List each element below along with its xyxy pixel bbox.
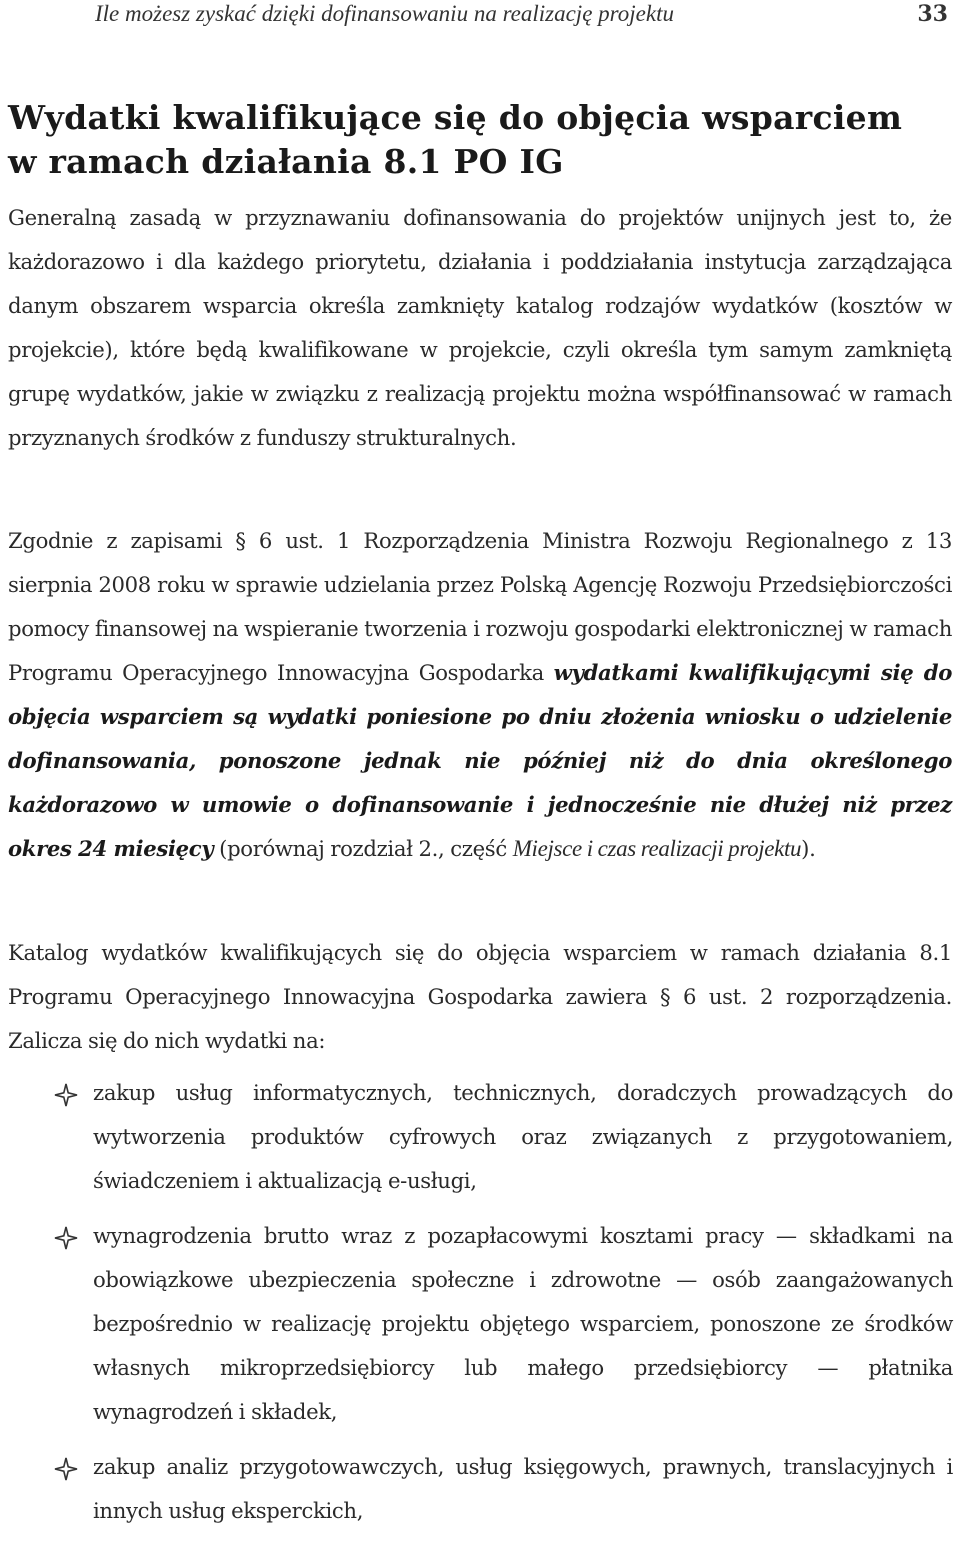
list-item-text: zakup usług informatycznych, technicznych, doradczych prowadzących do wytworzenia produktów cyfrowych oraz związanych z przygotowaniem, świadczeniem i aktualizacją e-usługi, (93, 1080, 953, 1193)
four-point-star-outline-icon (54, 1226, 78, 1250)
list-item (0, 1071, 953, 1203)
chapter-reference-open: (porównaj rozdział 2., część (213, 836, 513, 861)
paragraph-general-rule: Generalną zasadą w przyznawaniu dofinansowania do projektów unijnych jest to, że każdorazowo i dla każdego priorytetu, działania i poddziałania instytucja zarządzająca danym obszarem wsparcia określa zamknięty katalog rodzajów wydatków (kosztów w projekcie), które będą kwalifikowane w projekcie, czyli określa tym samym zamkniętą grupę wydatków, jakie w związku z realizacją projektu można współfinansować w ramach przyznanych środków z funduszy strukturalnych. (8, 205, 952, 450)
expense-list (0, 1071, 960, 1544)
regulation-intro: Zgodnie z zapisami § 6 ust. 1 Rozporządzenia Ministra Rozwoju Regionalnego z 13 sierpnia 2008 roku w sprawie udzielania przez Polską Agencję Rozwoju Przedsiębiorczości pomocy finansowej na wspieranie tworzenia i rozwoju gospodarki elektronicznej w ramach Programu Operacyjnego Innowacyjna Gospodarka (8, 528, 952, 685)
running-header (95, 0, 950, 30)
paragraph-regulation (8, 519, 952, 871)
four-point-star-outline-icon (54, 1457, 78, 1481)
four-point-star-outline-icon (54, 1083, 78, 1107)
running-title: Ile możesz zyskać dzięki dofinansowaniu na realizację projektu (95, 1, 674, 26)
paragraph-catalog: Katalog wydatków kwalifikujących się do objęcia wsparciem w ramach działania 8.1 Programu Operacyjnego Innowacyjna Gospodarka zawiera § 6 ust. 2 rozporządzenia. Zalicza się do nich wydatki na: (8, 940, 952, 1053)
eligible-expenses-emphasis: wydatkami kwalifikującymi się do objęcia wsparciem są wydatki poniesione po dniu złożenia wniosku o udzielenie dofinansowania, ponoszone jednak nie później niż do dnia określonego każdorazowo w umowie o dofinansowanie i jednocześnie nie dłużej niż przez okres 24 miesięcy (8, 660, 952, 861)
chapter-reference-title: Miejsce i czas realizacji projektu (512, 836, 802, 861)
list-item-text: wynagrodzenia brutto wraz z pozapłacowymi kosztami pracy — składkami na obowiązkowe ubezpieczenia społeczne i zdrowotne — osób zaangażowanych bezpośrednio w realizację projektu objętego wsparciem, ponoszone ze środków własnych mikroprzedsiębiorcy lub małego przedsiębiorcy — płatnika wynagrodzeń i składek, (93, 1223, 953, 1424)
page-number: 33 (917, 1, 948, 27)
list-item-text: zakup analiz przygotowawczych, usług księgowych, prawnych, translacyjnych i innych usług eksperckich, (93, 1454, 953, 1523)
section-title: Wydatki kwalifikujące się do objęcia wsparciem w ramach działania 8.1 PO IG (8, 98, 903, 181)
chapter-reference-close: ). (801, 836, 816, 861)
list-item (0, 1445, 953, 1533)
list-item (0, 1214, 953, 1434)
